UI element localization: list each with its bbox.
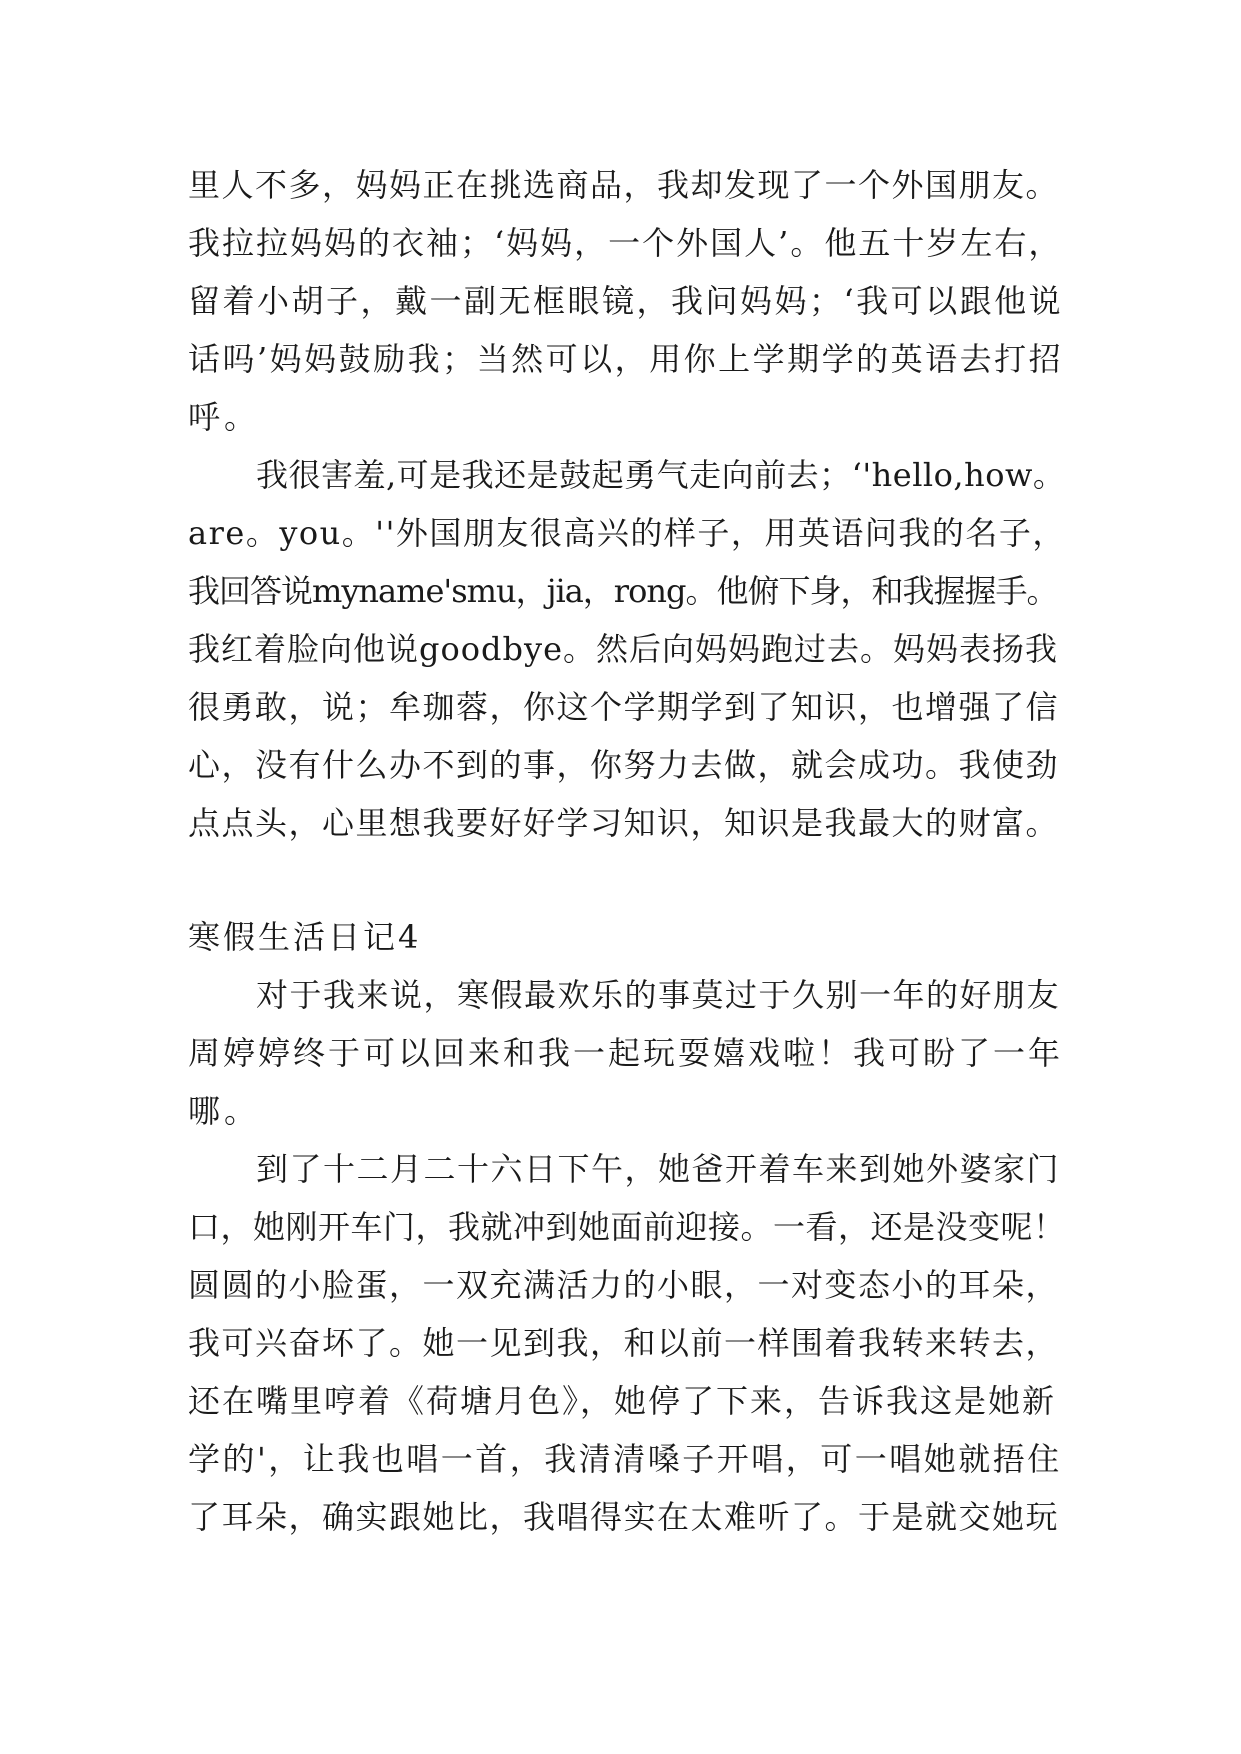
text-line: 学的'，让我也唱一首，我清清嗓子开唱，可一唱她就捂住 xyxy=(188,1440,1062,1478)
text-line: 哪。 xyxy=(188,1092,261,1130)
text-line: 我可兴奋坏了。她一见到我，和以前一样围着我转来转去， xyxy=(188,1324,1060,1362)
text-line: 里人不多，妈妈正在挑选商品，我却发现了一个外国朋友。 xyxy=(188,166,1060,204)
text-line: 我红着脸向他说goodbye。然后向妈妈跑过去。妈妈表扬我 xyxy=(188,630,1059,668)
text-line: 心，没有什么办不到的事，你努力去做，就会成功。我使劲 xyxy=(188,746,1060,784)
text-line: 话吗’妈妈鼓励我；当然可以，用你上学期学的英语去打招 xyxy=(188,340,1064,378)
text-line: 很勇敢，说；牟珈蓉，你这个学期学到了知识，也增强了信 xyxy=(188,688,1060,726)
text-line: 留着小胡子，戴一副无框眼镜，我问妈妈；‘我可以跟他说 xyxy=(188,282,1064,320)
text-line: 我拉拉妈妈的衣袖；‘妈妈，一个外国人’。他五十岁左右， xyxy=(188,224,1063,262)
text-line: 我很害羞,可是我还是鼓起勇气走向前去；‘'hello,how。 xyxy=(256,456,1066,494)
text-line: 还在嘴里哼着《荷塘月色》，她停了下来，告诉我这是她新 xyxy=(188,1382,1057,1420)
text-line: 到了十二月二十六日下午，她爸开着车来到她外婆家门 xyxy=(256,1150,1061,1188)
text-line: 点点头，心里想我要好好学习知识，知识是我最大的财富。 xyxy=(188,804,1060,842)
text-line: are。you。''外国朋友很高兴的样子，用英语问我的名子， xyxy=(188,514,1066,552)
text-line: 口，她刚开车门，我就冲到她面前迎接。一看，还是没变呢！ xyxy=(188,1208,1066,1246)
section-heading: 寒假生活日记4 xyxy=(188,918,422,956)
text-line: 对于我来说，寒假最欢乐的事莫过于久别一年的好朋友 xyxy=(256,976,1061,1014)
text-line: 了耳朵，确实跟她比，我唱得实在太难听了。于是就交她玩 xyxy=(188,1498,1060,1536)
text-line: 圆圆的小脸蛋，一双充满活力的小眼，一对变态小的耳朵， xyxy=(188,1266,1060,1304)
text-line: 呼。 xyxy=(188,398,261,436)
text-line: 周婷婷终于可以回来和我一起玩耍嬉戏啦！我可盼了一年 xyxy=(188,1034,1064,1072)
text-line: 我回答说myname'smu，jia，rong。他俯下身，和我握握手。 xyxy=(188,572,1058,610)
